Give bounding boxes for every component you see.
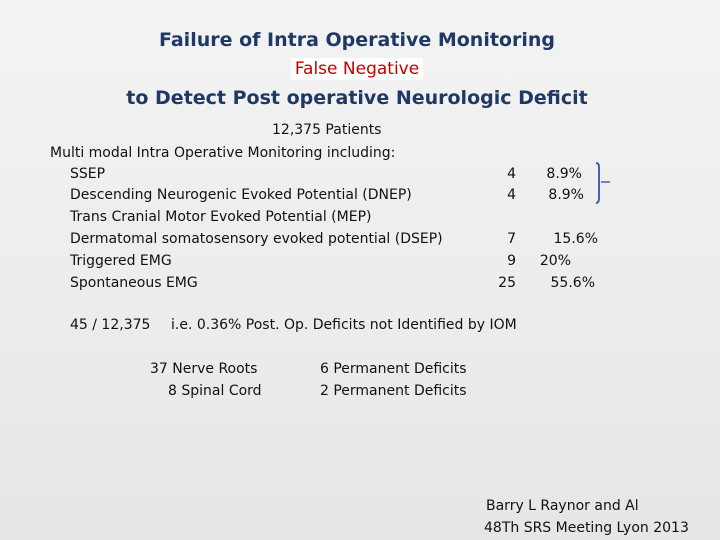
modality-pct: 8.9% <box>546 166 582 182</box>
intro-text: Multi modal Intra Operative Monitoring including: <box>50 145 396 161</box>
summary-ratio: 45 / 12,375 <box>70 317 151 333</box>
patients-count: 12,375 Patients <box>272 122 382 138</box>
modality-count: 7 <box>507 231 516 247</box>
modality-pct: 55.6% <box>550 275 595 291</box>
modality-pct: 20% <box>539 253 571 269</box>
bracket-icon <box>590 160 616 206</box>
modality-name: Spontaneous EMG <box>70 275 198 291</box>
modality-name: Triggered EMG <box>70 253 172 269</box>
modality-name: Trans Cranial Motor Evoked Potential (MEP) <box>70 209 372 225</box>
summary-text: i.e. 0.36% Post. Op. Deficits not Identified by IOM <box>171 317 517 333</box>
modality-count: 9 <box>507 253 516 269</box>
credit-meeting: 48Th SRS Meeting Lyon 2013 <box>484 520 689 536</box>
modality-name: Descending Neurogenic Evoked Potential (DNEP) <box>70 187 412 203</box>
modality-count: 4 <box>507 187 516 203</box>
modality-count: 4 <box>507 166 516 182</box>
breakdown-permanent-2: 2 Permanent Deficits <box>320 383 467 399</box>
modality-name: SSEP <box>70 166 106 182</box>
false-negative-wrap <box>0 59 714 79</box>
title-line-1: Failure of Intra Operative Monitoring <box>159 29 555 51</box>
modality-count: 25 <box>498 275 516 291</box>
modality-pct: 15.6% <box>553 231 598 247</box>
modality-name: Dermatomal somatosensory evoked potential (DSEP) <box>70 231 443 247</box>
credit-author: Barry L Raynor and Al <box>486 498 639 514</box>
modality-pct: 8.9% <box>548 187 584 203</box>
title-line-3: to Detect Post operative Neurologic Deficit <box>126 87 588 109</box>
breakdown-nerve-roots: 37 Nerve Roots <box>150 361 258 377</box>
breakdown-spinal-cord: 8 Spinal Cord <box>168 383 262 399</box>
breakdown-permanent-1: 6 Permanent Deficits <box>320 361 467 377</box>
false-negative-label: False Negative <box>291 58 423 80</box>
